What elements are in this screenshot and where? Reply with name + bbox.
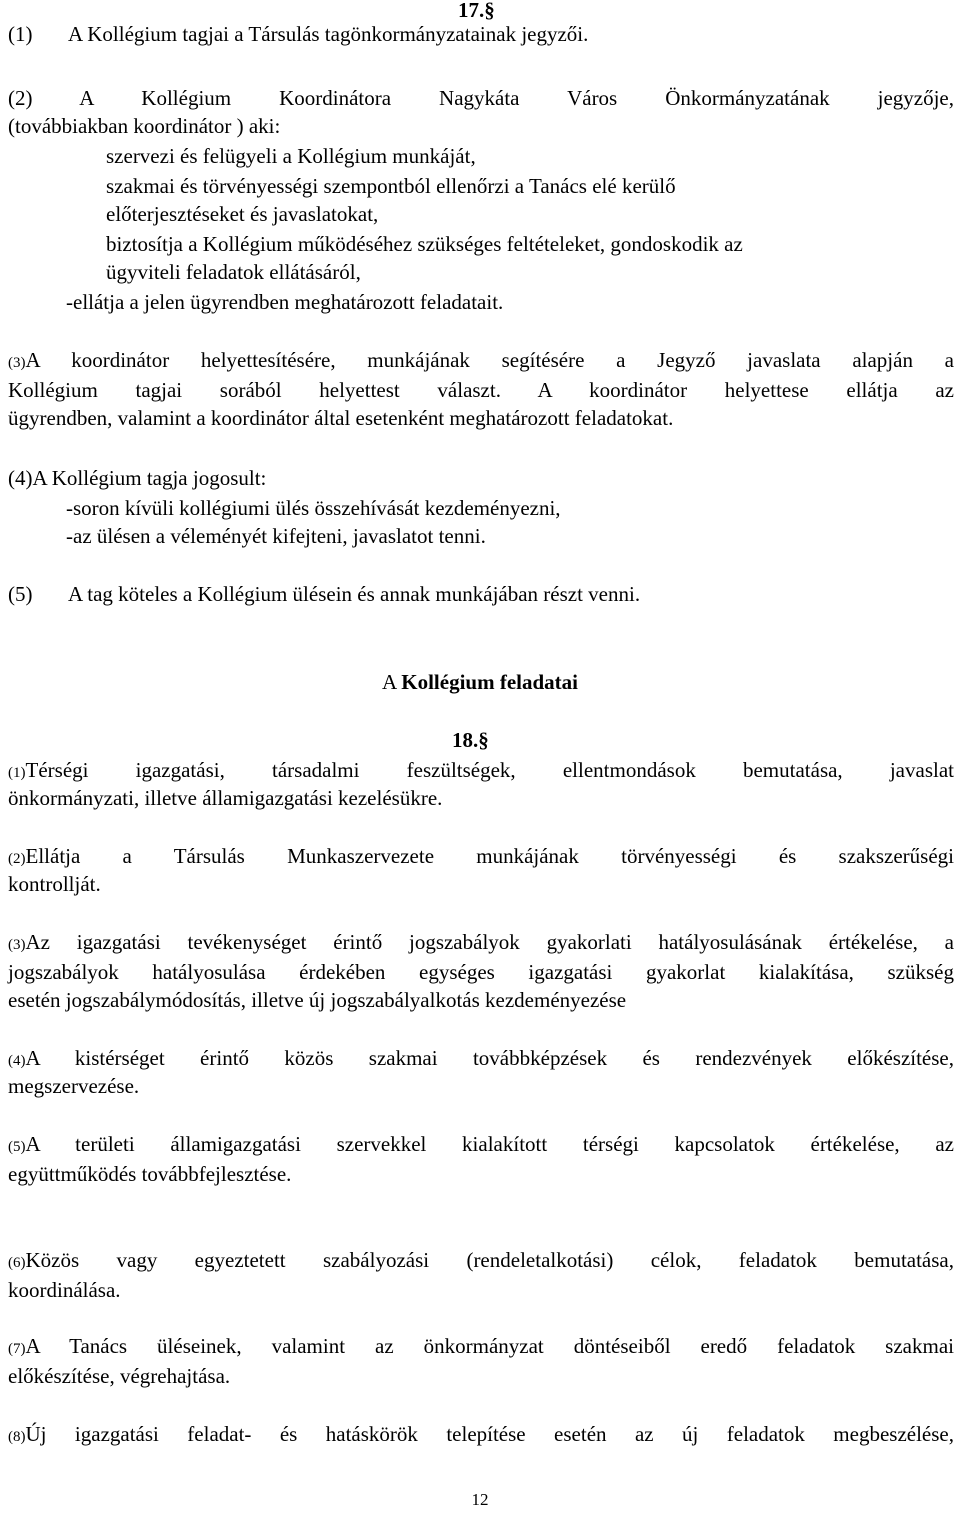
s18-p6-line1 [8, 1246, 954, 1277]
heading-prefix: A [381, 670, 402, 694]
s17-p1-text: A Kollégium tagjai a Társulás tagönkormányzatainak jegyzői. [68, 22, 589, 46]
s17-p2-item: biztosítja a Kollégium működéséhez szükséges feltételeket, gondoskodik az [106, 232, 743, 256]
s18-p2-text: Ellátja a Társulás Munkaszervezete munkájának törvényességi és szakszerűségi [25, 844, 954, 868]
s18-p7-text: A Tanács üléseinek, valamint az önkormányzat döntéseiből eredő feladatok szakmai [25, 1334, 954, 1358]
s18-p3-line3 [8, 986, 626, 1014]
s17-p1-number: (1) [8, 22, 33, 46]
s18-p2-number: (2) [8, 851, 26, 867]
s18-p8-text: Új igazgatási feladat- és hatáskörök telepítése esetén az új feladatok megbeszélése, [25, 1422, 954, 1446]
section-heading [0, 668, 960, 696]
s17-p4-item: -az ülésen a véleményét kifejteni, javaslatot tenni. [66, 524, 486, 548]
s18-p3-text: Az igazgatási tevékenységet érintő jogszabályok gyakorlati hatályosulásának értékelése, a [25, 930, 954, 954]
s17-p3-number: (3) [8, 355, 26, 371]
s18-p2-line1 [8, 842, 954, 873]
s18-p7-number: (7) [8, 1341, 26, 1357]
s17-p3-line1-text: A koordinátor helyettesítésére, munkájának segítésére a Jegyző javaslata alapján a [25, 348, 954, 372]
s18-p2-text: kontrollját. [8, 872, 101, 896]
s18-p6-number: (6) [8, 1255, 26, 1271]
s18-p3-text: jogszabályok hatályosulása érdekében egységes igazgatási gyakorlat kialakítása, szükség [8, 960, 954, 984]
s17-p3-line2: Kollégium tagjai sorából helyettest választ. A koordinátor helyettese ellátja az [8, 378, 954, 402]
s18-p5-line2 [8, 1160, 291, 1188]
s17-p5-number: (5) [8, 582, 33, 606]
s18-p7-line1 [8, 1332, 954, 1363]
s17-p2-item: szervezi és felügyeli a Kollégium munkáját, [106, 144, 476, 168]
s18-p8-number: (8) [8, 1429, 26, 1445]
s18-p2-line2 [8, 870, 101, 898]
page-number: 12 [471, 1490, 489, 1509]
s18-p1-text: Térségi igazgatási, társadalmi feszültségek, ellentmondások bemutatása, javaslat [25, 758, 954, 782]
s17-p2-line2: (továbbiakban koordinátor ) aki: [8, 114, 281, 138]
s17-p5-text: A tag köteles a Kollégium ülésein és annak munkájában részt venni. [68, 582, 641, 606]
s18-p1-line1 [8, 756, 954, 787]
s18-p6-text: Közös vagy egyeztetett szabályozási (rendeletalkotási) célok, feladatok bemutatása, [25, 1248, 954, 1272]
s18-p5-text: A területi államigazgatási szervekkel kialakított térségi kapcsolatok értékelése, az [25, 1132, 954, 1156]
s18-p3-text: esetén jogszabálymódosítás, illetve új jogszabályalkotás kezdeményezése [8, 988, 627, 1012]
s17-p3-line1 [8, 346, 954, 377]
s17-p2-item: előterjesztéseket és javaslatokat, [106, 202, 379, 226]
s18-p3-number: (3) [8, 937, 26, 953]
s18-p1-number: (1) [8, 765, 26, 781]
s18-p5-number: (5) [8, 1139, 26, 1155]
s17-p3-line3: ügyrendben, valamint a koordinátor által esetenként meghatározott feladatokat. [8, 406, 674, 430]
section-18-number: 18.§ [452, 728, 489, 752]
s18-p4-line1 [8, 1044, 954, 1075]
s17-p2-item: ügyviteli feladatok ellátásáról, [106, 260, 361, 284]
s17-p2-item: -ellátja a jelen ügyrendben meghatározott feladatait. [66, 290, 504, 314]
s18-p5-text: együttműködés továbbfejlesztése. [8, 1162, 292, 1186]
s17-p2-item: szakmai és törvényességi szempontból ellenőrzi a Tanács elé kerülő [106, 174, 676, 198]
s18-p7-line2 [8, 1362, 230, 1390]
s17-p2-line1: (2) A Kollégium Koordinátora Nagykáta Város Önkormányzatának jegyzője, [8, 86, 954, 110]
s18-p4-text: megszervezése. [8, 1074, 140, 1098]
s18-p5-line1 [8, 1130, 954, 1161]
s18-p6-text: koordinálása. [8, 1278, 121, 1302]
s18-p4-number: (4) [8, 1053, 26, 1069]
s17-p4-item: -soron kívüli kollégiumi ülés összehívását kezdeményezni, [66, 496, 561, 520]
s18-p3-line2 [8, 958, 954, 986]
s18-p6-line2 [8, 1276, 121, 1304]
s18-p3-line1 [8, 928, 954, 959]
s17-p4-line1: (4)A Kollégium tagja jogosult: [8, 466, 267, 490]
section-17-number: 17.§ [458, 0, 495, 22]
s18-p1-line2 [8, 784, 442, 812]
s18-p1-text: önkormányzati, illetve államigazgatási kezelésükre. [8, 786, 443, 810]
s18-p4-text: A kistérséget érintő közös szakmai továbbképzések és rendezvények előkészítése, [25, 1046, 954, 1070]
s18-p8-line1 [8, 1420, 954, 1451]
heading-bold: Kollégium feladatai [401, 670, 578, 694]
s18-p7-text: előkészítése, végrehajtása. [8, 1364, 231, 1388]
s18-p4-line2 [8, 1072, 139, 1100]
